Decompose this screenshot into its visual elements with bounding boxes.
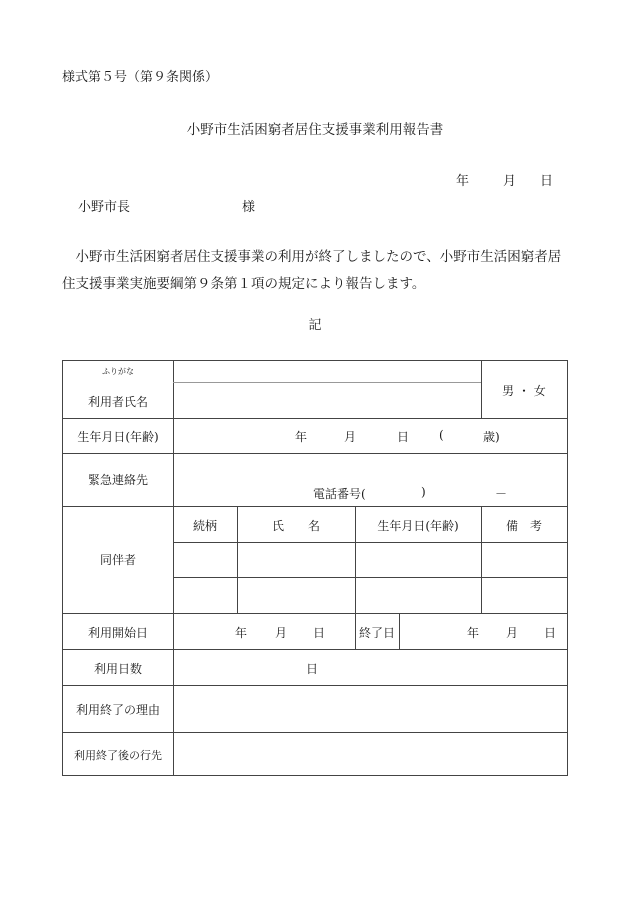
date-day: 日 (540, 174, 554, 189)
birth-label: 生年月日(年齢) (77, 430, 159, 444)
grid-line (63, 613, 567, 614)
companion-header-relation: 続柄 (192, 519, 217, 533)
birth-day[interactable]: 日 (397, 430, 410, 444)
document-title: 小野市生活困窮者居住支援事業利用報告書 (186, 122, 444, 138)
birth-year[interactable]: 年 (295, 430, 308, 444)
age-input[interactable]: 歳) (483, 430, 500, 444)
companion-header-name: 氏 名 (271, 519, 320, 533)
end-day[interactable]: 日 (544, 626, 557, 640)
reason-input[interactable] (174, 686, 567, 732)
phone-close: ) (421, 485, 426, 499)
grid-line (173, 577, 567, 578)
companion-header-birth: 生年月日(年齢) (377, 519, 459, 533)
grid-line (63, 649, 567, 650)
start-date-label: 利用開始日 (87, 626, 148, 640)
addressee (78, 196, 256, 215)
destination-label: 利用終了後の行先 (74, 749, 162, 762)
ki-heading: 記 (308, 318, 322, 333)
grid-line (63, 418, 567, 419)
addressee-name: 小野市長 (78, 200, 131, 215)
date-year: 年 (456, 174, 470, 189)
form-number: 様式第５号（第９条関係） (62, 70, 219, 85)
start-month[interactable]: 月 (275, 626, 288, 640)
gender-select[interactable]: 男 ・ 女 (502, 384, 546, 398)
grid-line (63, 453, 567, 454)
end-year[interactable]: 年 (467, 626, 480, 640)
emergency-label: 緊急連絡先 (87, 473, 148, 487)
companion-label: 同伴者 (99, 553, 136, 567)
user-name-input[interactable] (173, 383, 481, 418)
grid-line (399, 613, 400, 649)
days-label: 利用日数 (93, 662, 142, 676)
body-paragraph: 小野市生活困窮者居住支援事業の利用が終了しましたので、小野市生活困窮者居住支援事業実施要綱第９条第１項の規定により報告します。 (62, 249, 562, 292)
furigana-input[interactable] (173, 361, 481, 382)
report-form-table (62, 360, 568, 776)
start-year[interactable]: 年 (235, 626, 248, 640)
age-open: ( (439, 428, 444, 442)
destination-input[interactable] (174, 733, 567, 775)
user-name-label: 利用者氏名 (87, 395, 148, 409)
grid-line (63, 506, 567, 507)
birth-month[interactable]: 月 (344, 430, 357, 444)
date-month: 月 (503, 174, 517, 189)
furigana-label: ふりがな (102, 367, 134, 376)
reason-label: 利用終了の理由 (75, 703, 160, 717)
grid-line (173, 542, 567, 543)
end-month[interactable]: 月 (506, 626, 519, 640)
phone-dash: － (495, 487, 508, 501)
addressee-honorific: 様 (242, 200, 256, 215)
report-date (456, 170, 553, 189)
companion-header-notes: 備 考 (505, 519, 542, 533)
days-input[interactable]: 日 (306, 662, 319, 676)
phone-label: 電話番号( (313, 487, 366, 501)
end-date-label: 終了日 (358, 626, 395, 640)
start-day[interactable]: 日 (313, 626, 326, 640)
